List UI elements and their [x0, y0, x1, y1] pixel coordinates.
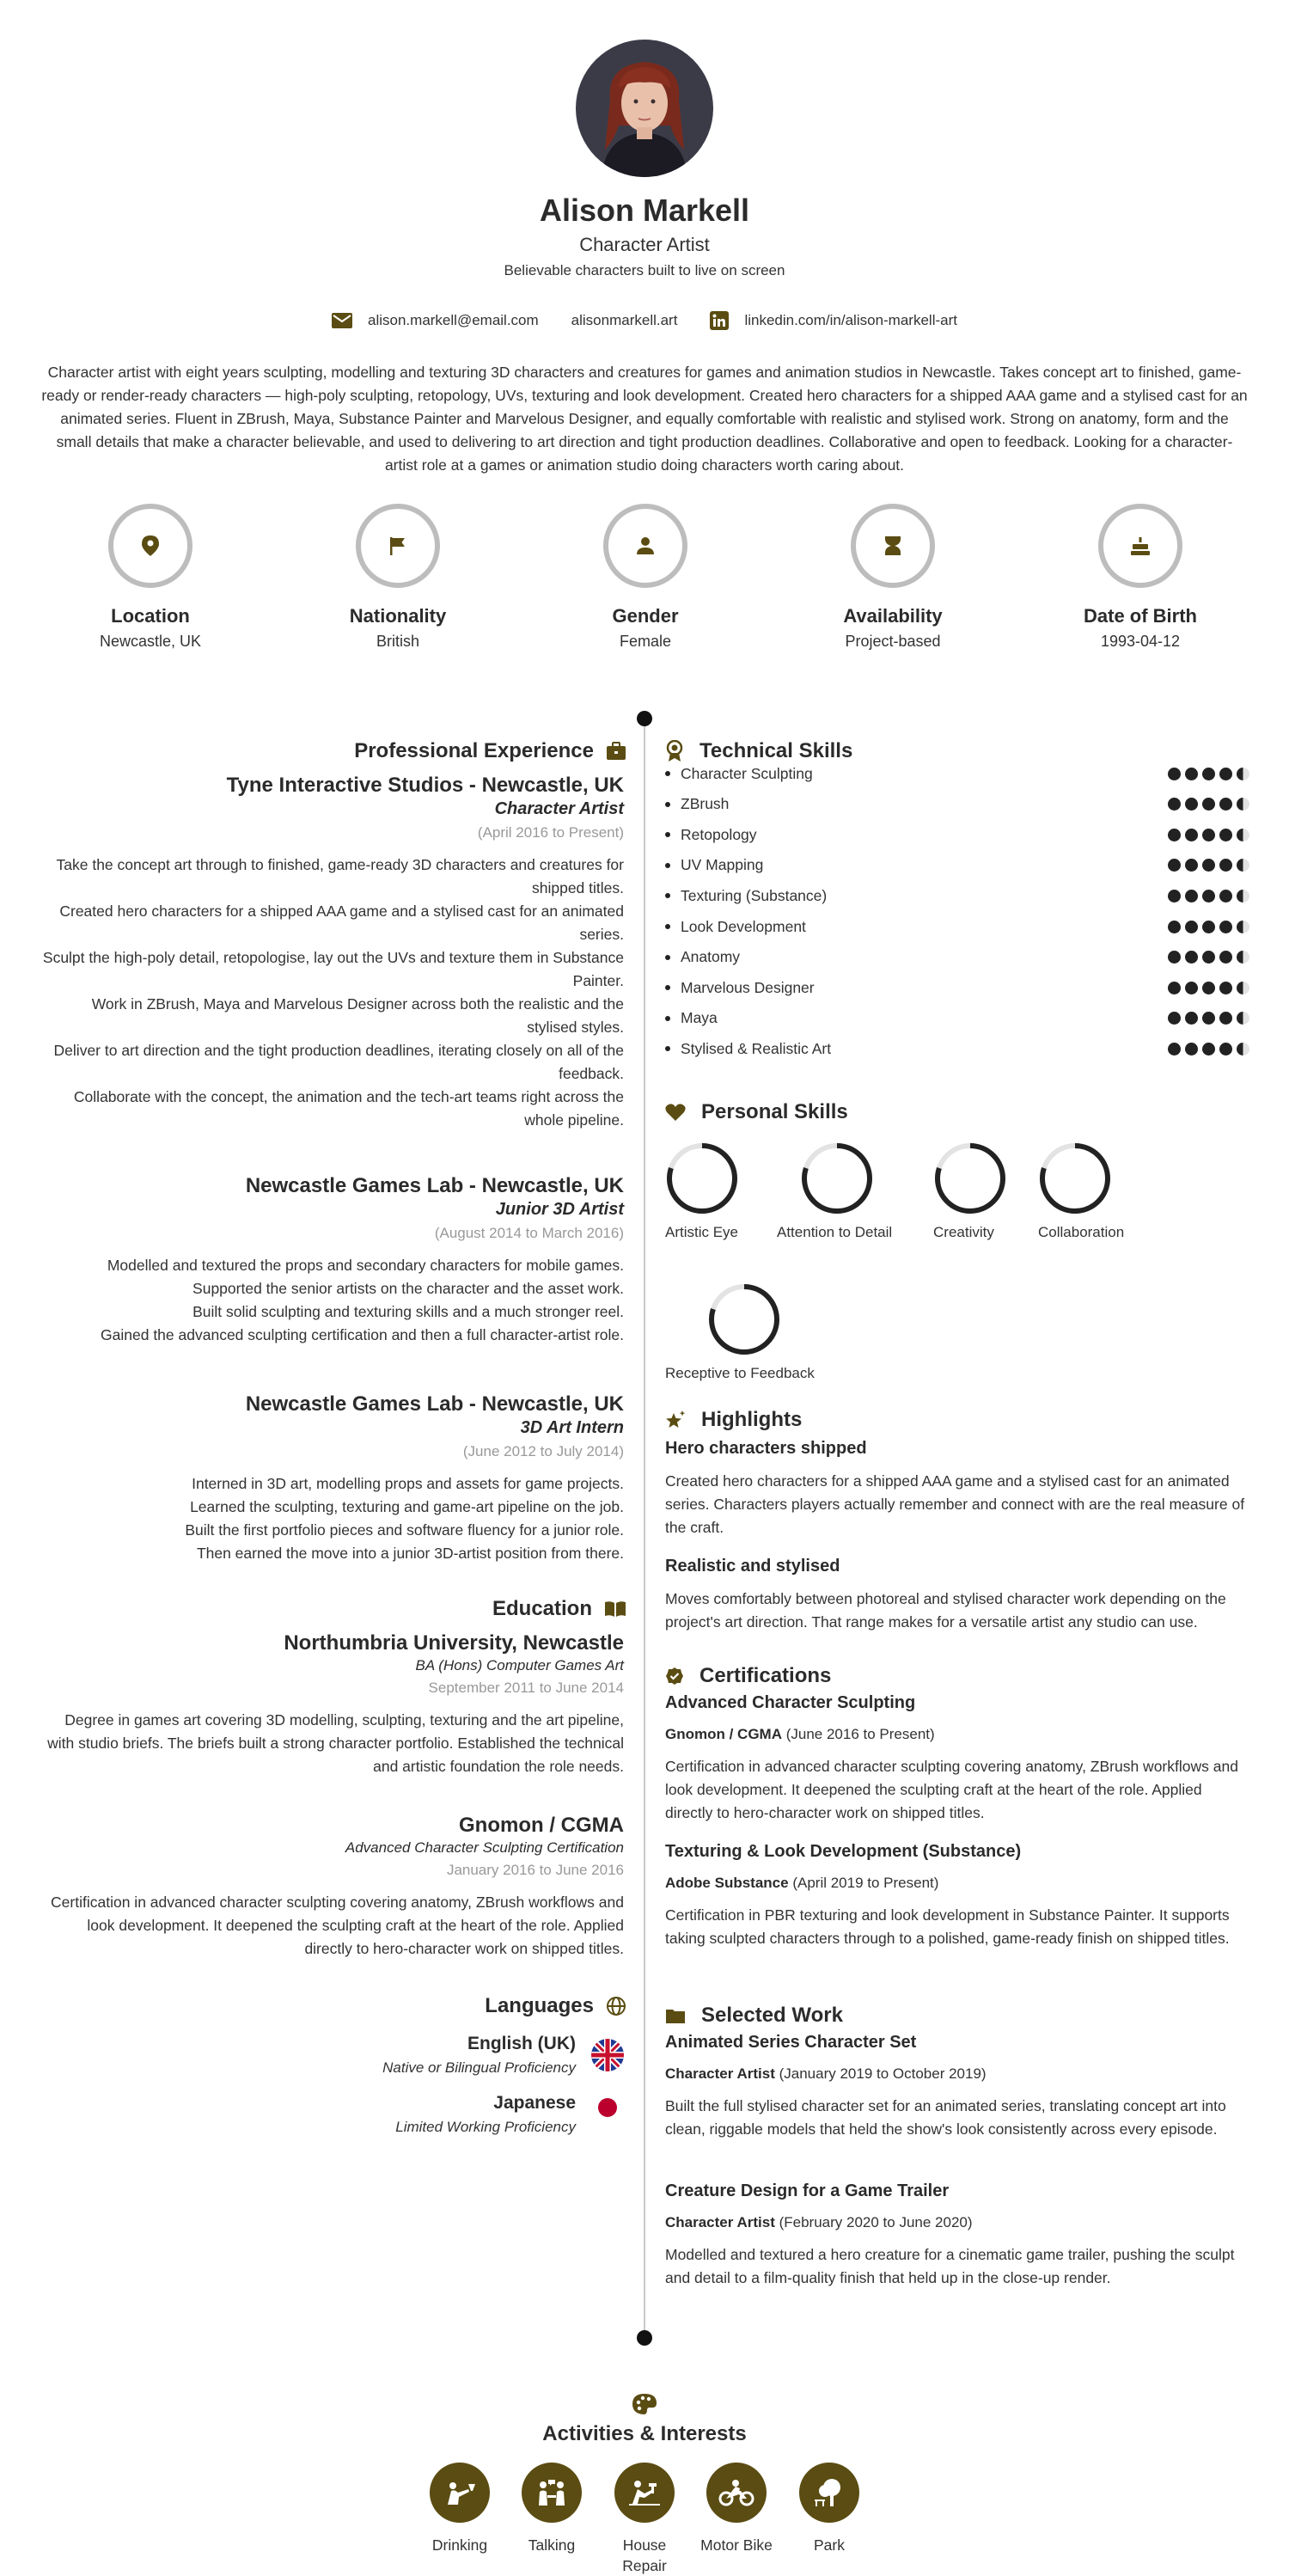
certification-title: Advanced Character Sculpting: [665, 1693, 916, 1712]
job-bullet: Sculpt the high-poly detail, retopologise, lay out the UVs and texture them in Substance Painter.: [42, 949, 624, 989]
rating-dot: [1185, 859, 1198, 872]
education-entry: [40, 1631, 624, 1778]
job-bullet: Supported the senior artists on the character and the asset work.: [192, 1280, 624, 1297]
rating-dot: [1202, 890, 1215, 903]
work-description: Built the full stylised character set for an animated series, translating concept art into clean, riggable models that held the show's look consistently across every episode.: [665, 2097, 1226, 2138]
technical-skill-row: [665, 758, 1249, 789]
rating-dot: [1202, 798, 1215, 811]
language-name: Japanese: [493, 2093, 576, 2113]
school-name: Northumbria University, Newcastle: [284, 1631, 624, 1655]
personal-skills-heading: [665, 1100, 848, 1124]
rating-dot: [1219, 1012, 1232, 1025]
job-bullet: Interned in 3D art, modelling props and assets for game projects.: [192, 1475, 624, 1492]
briefcase-icon: [606, 742, 626, 761]
rating-dot: [1237, 798, 1249, 811]
job-entry: [40, 1174, 624, 1347]
job-bullet: Then earned the move into a junior 3D-artist position from there.: [196, 1545, 624, 1562]
personal-skill: [1038, 1141, 1150, 1241]
personal-skill: [777, 1141, 893, 1241]
hourglass-icon: [851, 504, 935, 588]
rating-dot: [1202, 1043, 1215, 1055]
work-dates: (February 2020 to June 2020): [779, 2214, 973, 2230]
education-heading: [492, 1597, 626, 1621]
rating-dot: [1219, 890, 1232, 903]
highlight-title: Realistic and stylised: [665, 1557, 840, 1576]
job-company: Newcastle Games Lab - Newcastle, UK: [245, 1174, 624, 1197]
skill-rating-dots: [1168, 890, 1249, 903]
fact-value: British: [376, 633, 419, 650]
personal-skill-label: Artistic Eye: [665, 1224, 739, 1240]
rating-dot: [1185, 768, 1198, 780]
education-entry: [40, 1814, 624, 1961]
email-contact[interactable]: [332, 311, 539, 330]
fact-nationality: [303, 504, 492, 651]
work-role-line: [665, 2214, 973, 2231]
linkedin-icon: [710, 311, 729, 330]
job-dates: (August 2014 to March 2016): [434, 1225, 624, 1241]
job-bullet: Gained the advanced sculpting certification and then a full character-artist role.: [101, 1326, 624, 1343]
language-name: English (UK): [467, 2034, 576, 2053]
experience-heading: [354, 739, 626, 763]
interest-item: [693, 2463, 779, 2555]
highlight-description: Created hero characters for a shipped AAA game and a stylised cast for an animated series. Characters players actually remember and connect with are the real measure of the craft.: [665, 1472, 1245, 1536]
rating-dot: [1185, 890, 1198, 903]
highlight-title: Hero characters shipped: [665, 1439, 867, 1458]
interest-label: Talking: [528, 2536, 576, 2554]
rating-dot: [1185, 982, 1198, 994]
rating-dot: [1185, 798, 1198, 811]
technical-skill-row: [665, 911, 1249, 942]
linkedin-text: linkedin.com/in/alison-markell-art: [744, 312, 957, 328]
certifications-heading-text: Certifications: [699, 1664, 832, 1687]
job-position: 3D Art Intern: [520, 1418, 624, 1437]
work-role: Character Artist: [665, 2065, 775, 2082]
rating-dot: [1202, 859, 1215, 872]
interest-item: [602, 2463, 687, 2576]
work-role: Character Artist: [665, 2214, 775, 2230]
interests-heading: Activities & Interests: [542, 2422, 747, 2445]
personal-skill-label: Attention to Detail: [777, 1224, 893, 1240]
fact-title: Gender: [612, 605, 679, 627]
education-description: Degree in games art covering 3D modelling, sculpting, texturing and the art pipeline, with studio briefs. The briefs built a strong character portfolio. Established the technical and artistic foundation the role needs.: [47, 1711, 624, 1775]
rating-dot: [1202, 951, 1215, 964]
selected-work-heading: [665, 2004, 843, 2028]
selected-work-heading-text: Selected Work: [701, 2004, 843, 2027]
job-entry: [40, 774, 624, 1132]
technical-skill-name: Character Sculpting: [665, 765, 813, 783]
person-icon: [603, 504, 687, 588]
technical-skill-name: Look Development: [665, 918, 806, 936]
interest-label: Motor Bike: [700, 2536, 773, 2554]
job-bullet: Take the concept art through to finished, game-ready 3D characters and creatures for shipped titles.: [56, 856, 624, 896]
verified-badge-icon: [665, 1667, 684, 1686]
job-position: Junior 3D Artist: [495, 1200, 624, 1219]
rating-dot: [1202, 921, 1215, 933]
rating-dot: [1168, 1012, 1181, 1025]
motor-bike-icon: [706, 2463, 767, 2523]
rating-dot: [1168, 829, 1181, 841]
interest-label: Drinking: [431, 2536, 488, 2554]
rating-dot: [1237, 859, 1249, 872]
education-dates: January 2016 to June 2016: [446, 1862, 624, 1878]
rating-dot: [1219, 951, 1232, 964]
technical-skill-name: UV Mapping: [665, 856, 763, 874]
work-title: Animated Series Character Set: [665, 2033, 917, 2052]
interest-label: Park: [814, 2536, 845, 2554]
heart-icon: [665, 1103, 686, 1122]
website-contact[interactable]: [571, 311, 678, 330]
fact-title: Nationality: [349, 605, 447, 627]
technical-skill-row: [665, 942, 1249, 973]
japan-flag-icon: [591, 2091, 624, 2124]
certifications-heading: [665, 1664, 831, 1688]
email-text: alison.markell@email.com: [368, 312, 539, 328]
rating-dot: [1237, 890, 1249, 903]
job-dates: (June 2012 to July 2014): [462, 1443, 624, 1459]
park-icon: [799, 2463, 859, 2523]
technical-skill-row: [665, 1033, 1249, 1064]
timeline-start-dot: [637, 711, 652, 726]
work-role-line: [665, 2065, 987, 2083]
book-icon: [604, 1600, 626, 1618]
house-repair-icon: [614, 2463, 675, 2523]
rating-dot: [1219, 768, 1232, 780]
technical-skill-name: Stylised & Realistic Art: [665, 1040, 831, 1058]
job-bullet: Built solid sculpting and texturing skills and a much stronger reel.: [192, 1303, 624, 1320]
rating-dot: [1168, 951, 1181, 964]
profile-summary: Character artist with eight years sculpting, modelling and texturing 3D characters and creatures for games and animation studios in Newcastle. Takes concept art to finished, game-ready or render-ready characters — high-poly sculpting, retopology, UVs, texturing and look development. Created hero characters for a shipped AAA game and a stylised cast for an animated series. Fluent in ZBrush, Maya, Substance Painter and Marvelous Designer, and equally comfortable with realistic and stylised work. Strong on anatomy, form and the small details that make a character believable, and used to delivering to art direction and tight production deadlines. Collaborative and open to feedback. Looking for a character-artist role at a games or animation studio doing characters worth caring about.: [41, 364, 1248, 474]
skill-ring-gauge: [800, 1141, 874, 1215]
certification-dates: (April 2019 to Present): [792, 1875, 939, 1891]
interest-item: [417, 2463, 503, 2555]
flag-icon: [356, 504, 440, 588]
rating-dot: [1185, 921, 1198, 933]
rating-dot: [1168, 798, 1181, 811]
skill-rating-dots: [1168, 982, 1249, 994]
fact-location: [56, 504, 245, 651]
certification-title: Texturing & Look Development (Substance): [665, 1842, 1022, 1861]
skill-rating-dots: [1168, 951, 1249, 964]
personal-skill: [665, 1141, 777, 1241]
fact-title: Availability: [843, 605, 943, 627]
rating-dot: [1168, 890, 1181, 903]
highlight-description: Moves comfortably between photoreal and stylised character work depending on the project's art direction. That range makes for a versatile artist any studio can use.: [665, 1590, 1226, 1631]
experience-heading-text: Professional Experience: [354, 739, 594, 762]
job-bullets: [40, 1254, 624, 1347]
candidate-name: Alison Markell: [539, 193, 750, 228]
profile-photo: [576, 40, 713, 177]
skill-rating-dots: [1168, 859, 1249, 872]
job-bullets: [40, 1472, 624, 1565]
technical-skill-name: Texturing (Substance): [665, 887, 827, 905]
skill-ring-gauge: [665, 1141, 739, 1215]
languages-heading-text: Languages: [485, 1994, 594, 2017]
rating-dot: [1168, 1043, 1181, 1055]
website-text: alisonmarkell.art: [571, 312, 678, 328]
linkedin-contact[interactable]: [710, 311, 957, 330]
fact-title: Location: [111, 605, 190, 627]
technical-skill-name: Maya: [665, 1009, 718, 1027]
degree-name: BA (Hons) Computer Games Art: [415, 1657, 624, 1673]
rating-dot: [1168, 859, 1181, 872]
location-pin-icon: [108, 504, 192, 588]
technical-skill-row: [665, 850, 1249, 881]
personal-skills-heading-text: Personal Skills: [701, 1100, 848, 1123]
technical-skill-row: [665, 1003, 1249, 1034]
fact-value: Newcastle, UK: [99, 633, 202, 650]
interest-item: [509, 2463, 595, 2555]
fact-value: 1993-04-12: [1100, 633, 1181, 650]
skill-rating-dots: [1168, 798, 1249, 811]
technical-skill-name: Retopology: [665, 826, 757, 844]
job-bullet: Learned the sculpting, texturing and game-art pipeline on the job.: [190, 1498, 624, 1515]
rating-dot: [1237, 982, 1249, 994]
certification-dates: (June 2016 to Present): [785, 1726, 935, 1742]
rating-dot: [1219, 982, 1232, 994]
rating-dot: [1202, 768, 1215, 780]
job-bullet: Deliver to art direction and the tight production deadlines, iterating closely on all of the feedback.: [53, 1042, 624, 1082]
contact-bar: [0, 311, 1289, 330]
certification-description: Certification in PBR texturing and look development in Substance Painter. It supports taking sculpted characters through to a polished, game-ready finish on shipped titles.: [665, 1906, 1230, 1947]
certification-issuer-line: [665, 1875, 938, 1892]
skill-rating-dots: [1168, 1012, 1249, 1025]
candidate-role: Character Artist: [579, 234, 710, 255]
highlights-heading: [665, 1408, 802, 1432]
language-entry: [232, 2034, 576, 2077]
rating-dot: [1202, 829, 1215, 841]
palette-icon: [632, 2393, 657, 2415]
fact-date-of-birth: [1046, 504, 1235, 651]
rating-dot: [1219, 829, 1232, 841]
technical-skill-row: [665, 972, 1249, 1003]
work-description: Modelled and textured a hero creature for a cinematic game trailer, pushing the sculpt and detail to a film-quality finish that held up in the close-up render.: [665, 2246, 1235, 2286]
rating-dot: [1168, 921, 1181, 933]
skill-ring-gauge: [707, 1282, 781, 1356]
education-description: Certification in advanced character sculpting covering anatomy, ZBrush workflows and look development. It deepened the sculpting craft at the heart of the role. Applied directly to hero-character work on shipped titles.: [51, 1894, 624, 1957]
drinking-icon: [430, 2463, 490, 2523]
technical-skill-name: Marvelous Designer: [665, 979, 815, 997]
rating-dot: [1237, 1012, 1249, 1025]
languages-heading: [485, 1994, 626, 2018]
rating-dot: [1202, 982, 1215, 994]
work-title: Creature Design for a Game Trailer: [665, 2181, 950, 2200]
rating-dot: [1219, 921, 1232, 933]
rating-dot: [1237, 1043, 1249, 1055]
sparkle-star-icon: [665, 1410, 686, 1430]
skill-rating-dots: [1168, 1043, 1249, 1055]
technical-skills-heading-text: Technical Skills: [699, 739, 853, 762]
rating-dot: [1185, 1012, 1198, 1025]
certification-issuer: Adobe Substance: [665, 1875, 789, 1891]
technical-skill-row: [665, 819, 1249, 850]
job-entry: [40, 1392, 624, 1565]
rating-dot: [1168, 768, 1181, 780]
birthday-cake-icon: [1098, 504, 1182, 588]
rating-dot: [1237, 829, 1249, 841]
job-bullet: Collaborate with the concept, the animation and the tech-art teams right across the whole pipeline.: [73, 1088, 624, 1129]
personal-skill-label: Collaboration: [1038, 1224, 1125, 1240]
language-entry: [232, 2093, 576, 2136]
language-level: Native or Bilingual Proficiency: [382, 2059, 576, 2076]
school-name: Gnomon / CGMA: [459, 1814, 624, 1837]
work-dates: (January 2019 to October 2019): [779, 2065, 987, 2082]
technical-skill-row: [665, 880, 1249, 911]
fact-value: Female: [619, 633, 672, 650]
rating-dot: [1237, 768, 1249, 780]
job-bullets: [40, 854, 624, 1132]
timeline-line: [644, 719, 645, 2338]
rating-dot: [1185, 951, 1198, 964]
timeline-end-dot: [637, 2330, 652, 2346]
rating-dot: [1219, 1043, 1232, 1055]
rating-dot: [1219, 859, 1232, 872]
technical-skill-name: ZBrush: [665, 795, 729, 813]
job-company: Newcastle Games Lab - Newcastle, UK: [245, 1392, 624, 1416]
language-level: Limited Working Proficiency: [395, 2119, 576, 2135]
education-dates: September 2011 to June 2014: [428, 1680, 624, 1696]
talking-icon: [522, 2463, 582, 2523]
personal-skill-label: Creativity: [933, 1224, 994, 1240]
tagline: Believable characters built to live on screen: [504, 262, 785, 278]
skill-rating-dots: [1168, 829, 1249, 841]
fact-value: Project-based: [845, 633, 941, 650]
personal-skill: [665, 1282, 815, 1382]
job-bullet: Modelled and textured the props and secondary characters for mobile games.: [107, 1257, 624, 1274]
interest-item: [786, 2463, 872, 2555]
certification-issuer-line: [665, 1726, 935, 1743]
rating-dot: [1219, 798, 1232, 811]
skill-ring-gauge: [933, 1141, 1007, 1215]
fact-gender: [551, 504, 740, 651]
skill-rating-dots: [1168, 768, 1249, 780]
rating-dot: [1185, 829, 1198, 841]
folder-icon: [665, 2007, 686, 2024]
certification-issuer: Gnomon / CGMA: [665, 1726, 782, 1742]
degree-name: Advanced Character Sculpting Certification: [345, 1839, 624, 1856]
highlights-heading-text: Highlights: [701, 1408, 803, 1431]
skill-ring-gauge: [1038, 1141, 1112, 1215]
technical-skill-row: [665, 789, 1249, 820]
job-bullet: Created hero characters for a shipped AAA game and a stylised cast for an animated series.: [59, 903, 624, 943]
skill-rating-dots: [1168, 921, 1249, 933]
rating-dot: [1202, 1012, 1215, 1025]
rating-dot: [1237, 951, 1249, 964]
personal-skill: [933, 1141, 1045, 1241]
certification-description: Certification in advanced character sculpting covering anatomy, ZBrush workflows and look development. It deepened the sculpting craft at the heart of the role. Applied directly to hero-character work on shipped titles.: [665, 1758, 1238, 1821]
rating-dot: [1168, 982, 1181, 994]
personal-skill-label: Receptive to Feedback: [665, 1365, 815, 1381]
globe-icon: [606, 1996, 626, 2016]
education-heading-text: Education: [492, 1597, 592, 1620]
uk-flag-icon: [591, 2039, 624, 2071]
rating-dot: [1237, 921, 1249, 933]
job-bullet: Built the first portfolio pieces and software fluency for a junior role.: [185, 1521, 624, 1539]
job-bullet: Work in ZBrush, Maya and Marvelous Designer across both the realistic and the stylised styles.: [91, 995, 624, 1036]
interest-label: House Repair: [622, 2536, 667, 2574]
technical-skill-name: Anatomy: [665, 948, 740, 966]
job-position: Character Artist: [494, 799, 624, 818]
job-dates: (April 2016 to Present): [477, 824, 624, 841]
fact-availability: [798, 504, 987, 651]
job-company: Tyne Interactive Studios - Newcastle, UK: [226, 774, 624, 797]
fact-title: Date of Birth: [1084, 605, 1197, 627]
email-icon: [332, 313, 352, 328]
rating-dot: [1185, 1043, 1198, 1055]
